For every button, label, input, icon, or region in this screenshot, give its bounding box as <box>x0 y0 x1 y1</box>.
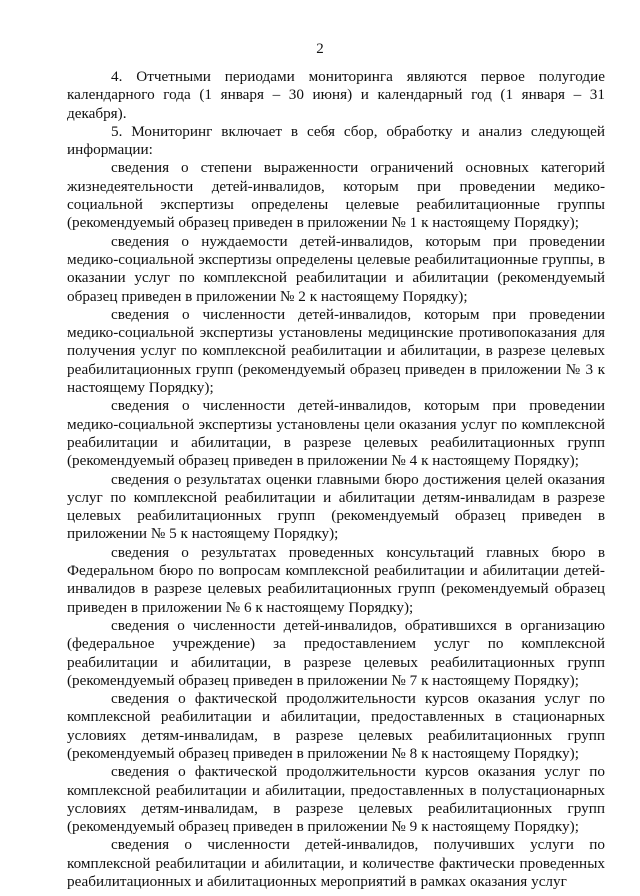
document-body <box>67 68 605 891</box>
list-item-goals: сведения о численности детей-инвалидов, которым при проведении медико-социальной экспертизы установлены цели оказания услуг по комплексной реабилитации и абилитации, в разрезе целевых реабилитационных групп (рекомендуемый образец приведен в приложении № 4 к настоящему Порядку); <box>67 397 605 470</box>
list-item-limitations: сведения о степени выраженности ограничений основных категорий жизнедеятельности детей-инвалидов, которым при проведении медико-социальной экспертизы определены целевые реабилитационные группы (рекомендуемый образец приведен в приложении № 1 к настоящему Порядку); <box>67 159 605 232</box>
list-item-contraindications: сведения о численности детей-инвалидов, которым при проведении медико-социальной экспертизы установлены медицинские противопоказания для получения услуг по комплексной реабилитации и абилитации, в разрезе целевых реабилитационных групп (рекомендуемый образец приведен в приложении № 3 к настоящему Порядку); <box>67 305 605 397</box>
list-item-daycare-duration: сведения о фактической продолжительности курсов оказания услуг по комплексной реабилитации и абилитации, предоставленных в полустационарных условиях детям-инвалидам, в разрезе целевых реабилитационных групп (рекомендуемый образец приведен в приложении № 9 к настоящему Порядку); <box>67 763 605 836</box>
list-item-inpatient-duration: сведения о фактической продолжительности курсов оказания услуг по комплексной реабилитации и абилитации, предоставленных в стационарных условиях детям-инвалидам, в разрезе целевых реабилитационных групп (рекомендуемый образец приведен в приложении № 8 к настоящему Порядку); <box>67 690 605 762</box>
list-item-needs: сведения о нуждаемости детей-инвалидов, которым при проведении медико-социальной экспертизы определены целевые реабилитационные группы, в оказании услуг по комплексной реабилитации и абилитации (рекомендуемый образец приведен в приложении № 2 к настоящему Порядку); <box>67 232 605 305</box>
list-item-applicants: сведения о численности детей-инвалидов, обратившихся в организацию (федеральное учреждение) за предоставлением услуг по комплексной реабилитации и абилитации, в разрезе целевых реабилитационных групп (рекомендуемый образец приведен в приложении № 7 к настоящему Порядку); <box>67 616 605 689</box>
list-item-consultations: сведения о результатах проведенных консультаций главных бюро в Федеральном бюро по вопросам комплексной реабилитации и абилитации детей-инвалидов в разрезе целевых реабилитационных групп (рекомендуемый образец приведен в приложении № 6 к настоящему Порядку); <box>67 543 605 616</box>
page-number: 2 <box>316 41 324 57</box>
paragraph-reporting-periods: 4. Отчетными периодами мониторинга являются первое полугодие календарного года (1 января – 30 июня) и календарный год (1 января – 31 декабря). <box>67 68 605 122</box>
list-item-goal-assessment: сведения о результатах оценки главными бюро достижения целей оказания услуг по комплексной реабилитации и абилитации детям-инвалидам в разрезе целевых реабилитационных групп (рекомендуемый образец приведен в приложении № 5 к настоящему Порядку); <box>67 470 605 543</box>
list-item-services-received: сведения о численности детей-инвалидов, получивших услуги по комплексной реабилитации и абилитации, и количестве фактически проведенных реабилитационных и абилитационных мероприятий в рамках оказания услуг <box>67 836 605 891</box>
paragraph-monitoring-scope: 5. Мониторинг включает в себя сбор, обработку и анализ следующей информации: <box>67 122 605 159</box>
